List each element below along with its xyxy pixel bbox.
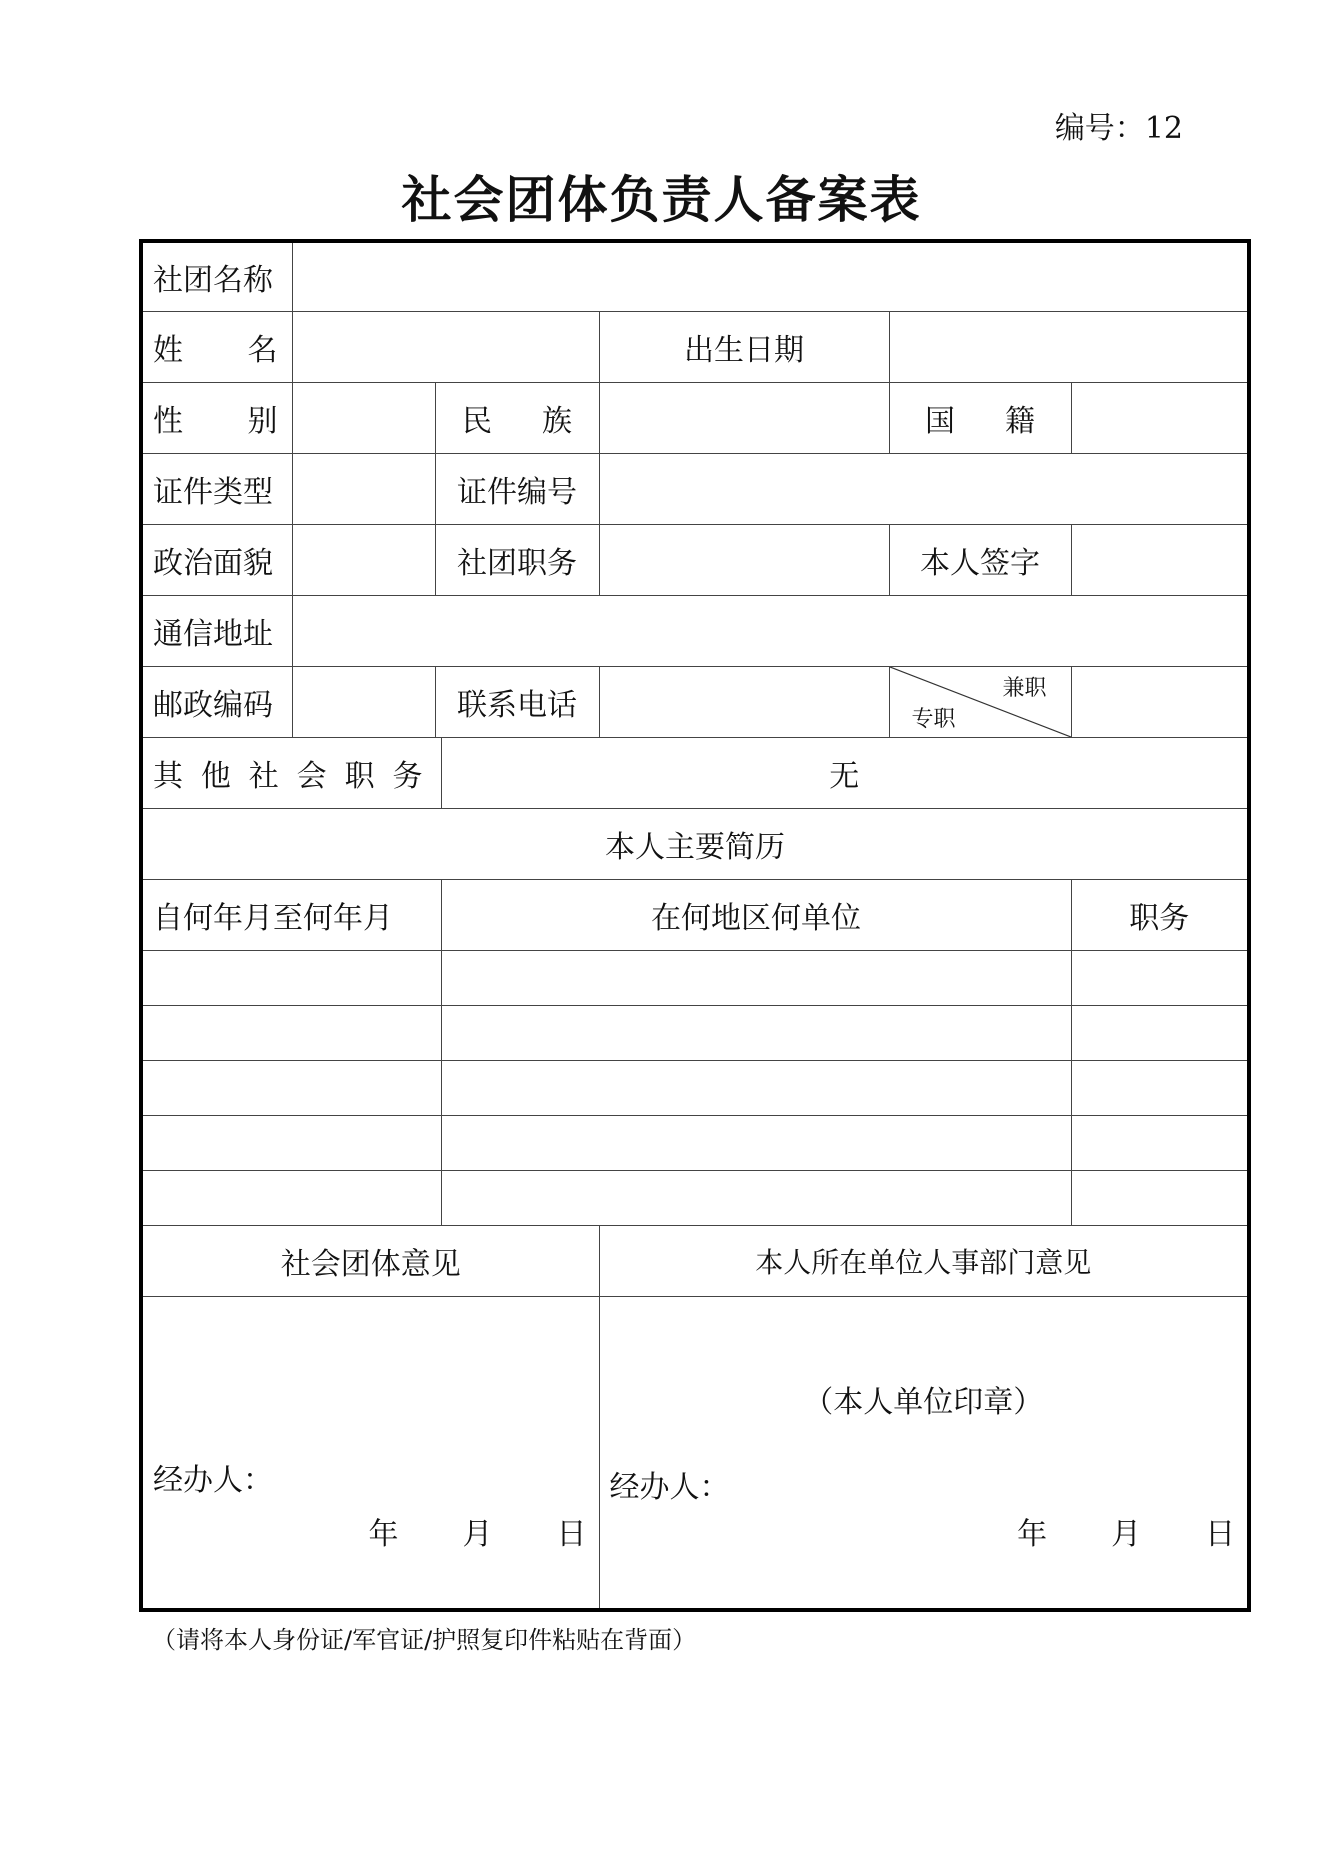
resume-period-cell[interactable] [141, 1005, 441, 1060]
org-opinion-box[interactable] [141, 1296, 599, 1610]
name-field[interactable] [292, 311, 599, 382]
employer-seal-label: （本人单位印章） [803, 1384, 1044, 1420]
footer-note: （请将本人身份证/军官证/护照复印件粘贴在背面） [152, 1626, 697, 1654]
org-position-field[interactable] [599, 524, 889, 595]
org-position-label: 社团职务 [435, 524, 599, 595]
other-positions-value[interactable]: 无 [441, 737, 1249, 808]
id-type-field[interactable] [292, 453, 435, 524]
resume-row [141, 1005, 1249, 1060]
name-label: 姓 名 [141, 311, 292, 382]
resume-title: 本人主要简历 [141, 808, 1249, 879]
org-opinion-header: 社会团体意见 [141, 1225, 599, 1296]
resume-row [141, 1060, 1249, 1115]
gender-label: 性 别 [141, 382, 292, 453]
org-name-label: 社团名称 [141, 241, 292, 311]
gender-field[interactable] [292, 382, 435, 453]
resume-row [141, 950, 1249, 1005]
postal-code-label: 邮政编码 [141, 666, 292, 737]
resume-position-cell[interactable] [1071, 1060, 1249, 1115]
record-form-table [139, 239, 1251, 1612]
resume-row [141, 1115, 1249, 1170]
signature-label: 本人签字 [889, 524, 1071, 595]
employer-opinion-box[interactable] [599, 1296, 1249, 1610]
id-number-label: 证件编号 [435, 453, 599, 524]
resume-period-cell[interactable] [141, 1170, 441, 1225]
nationality-label: 国 籍 [889, 382, 1071, 453]
other-positions-label: 其 他 社 会 职 务 [141, 737, 441, 808]
resume-period-cell[interactable] [141, 1060, 441, 1115]
employment-type-field[interactable] [1071, 666, 1249, 737]
resume-col-period: 自何年月至何年月 [141, 879, 441, 950]
resume-row [141, 1170, 1249, 1225]
employer-opinion-date: 年 月 日 [1017, 1516, 1236, 1552]
id-type-label: 证件类型 [141, 453, 292, 524]
signature-field[interactable] [1071, 524, 1249, 595]
ethnicity-label: 民 族 [435, 382, 599, 453]
resume-place-cell[interactable] [441, 950, 1071, 1005]
birth-date-label: 出生日期 [599, 311, 889, 382]
org-name-field[interactable] [292, 241, 1249, 311]
resume-place-cell[interactable] [441, 1060, 1071, 1115]
address-field[interactable] [292, 595, 1249, 666]
resume-position-cell[interactable] [1071, 950, 1249, 1005]
resume-col-position: 职务 [1071, 879, 1249, 950]
serial-number: 编号：12 [1054, 111, 1183, 146]
resume-place-cell[interactable] [441, 1005, 1071, 1060]
political-status-label: 政治面貌 [141, 524, 292, 595]
full-time-label: 专职 [911, 706, 956, 732]
ethnicity-field[interactable] [599, 382, 889, 453]
employer-handler-label: 经办人： [609, 1469, 730, 1505]
resume-place-cell[interactable] [441, 1115, 1071, 1170]
employer-opinion-header: 本人所在单位人事部门意见 [599, 1225, 1249, 1296]
part-time-label: 兼职 [1002, 675, 1047, 701]
id-number-field[interactable] [599, 453, 1249, 524]
org-handler-label: 经办人： [153, 1462, 273, 1498]
political-status-field[interactable] [292, 524, 435, 595]
form-title: 社会团体负责人备案表 [401, 170, 922, 229]
resume-position-cell[interactable] [1071, 1115, 1249, 1170]
org-opinion-date: 年 月 日 [368, 1516, 587, 1552]
resume-position-cell[interactable] [1071, 1005, 1249, 1060]
resume-period-cell[interactable] [141, 950, 441, 1005]
resume-period-cell[interactable] [141, 1115, 441, 1170]
postal-code-field[interactable] [292, 666, 435, 737]
address-label: 通信地址 [141, 595, 292, 666]
nationality-field[interactable] [1071, 382, 1249, 453]
employment-type-diagonal-cell [889, 666, 1071, 737]
resume-position-cell[interactable] [1071, 1170, 1249, 1225]
phone-label: 联系电话 [435, 666, 599, 737]
resume-col-place: 在何地区何单位 [441, 879, 1071, 950]
birth-date-field[interactable] [889, 311, 1249, 382]
resume-place-cell[interactable] [441, 1170, 1071, 1225]
phone-field[interactable] [599, 666, 889, 737]
